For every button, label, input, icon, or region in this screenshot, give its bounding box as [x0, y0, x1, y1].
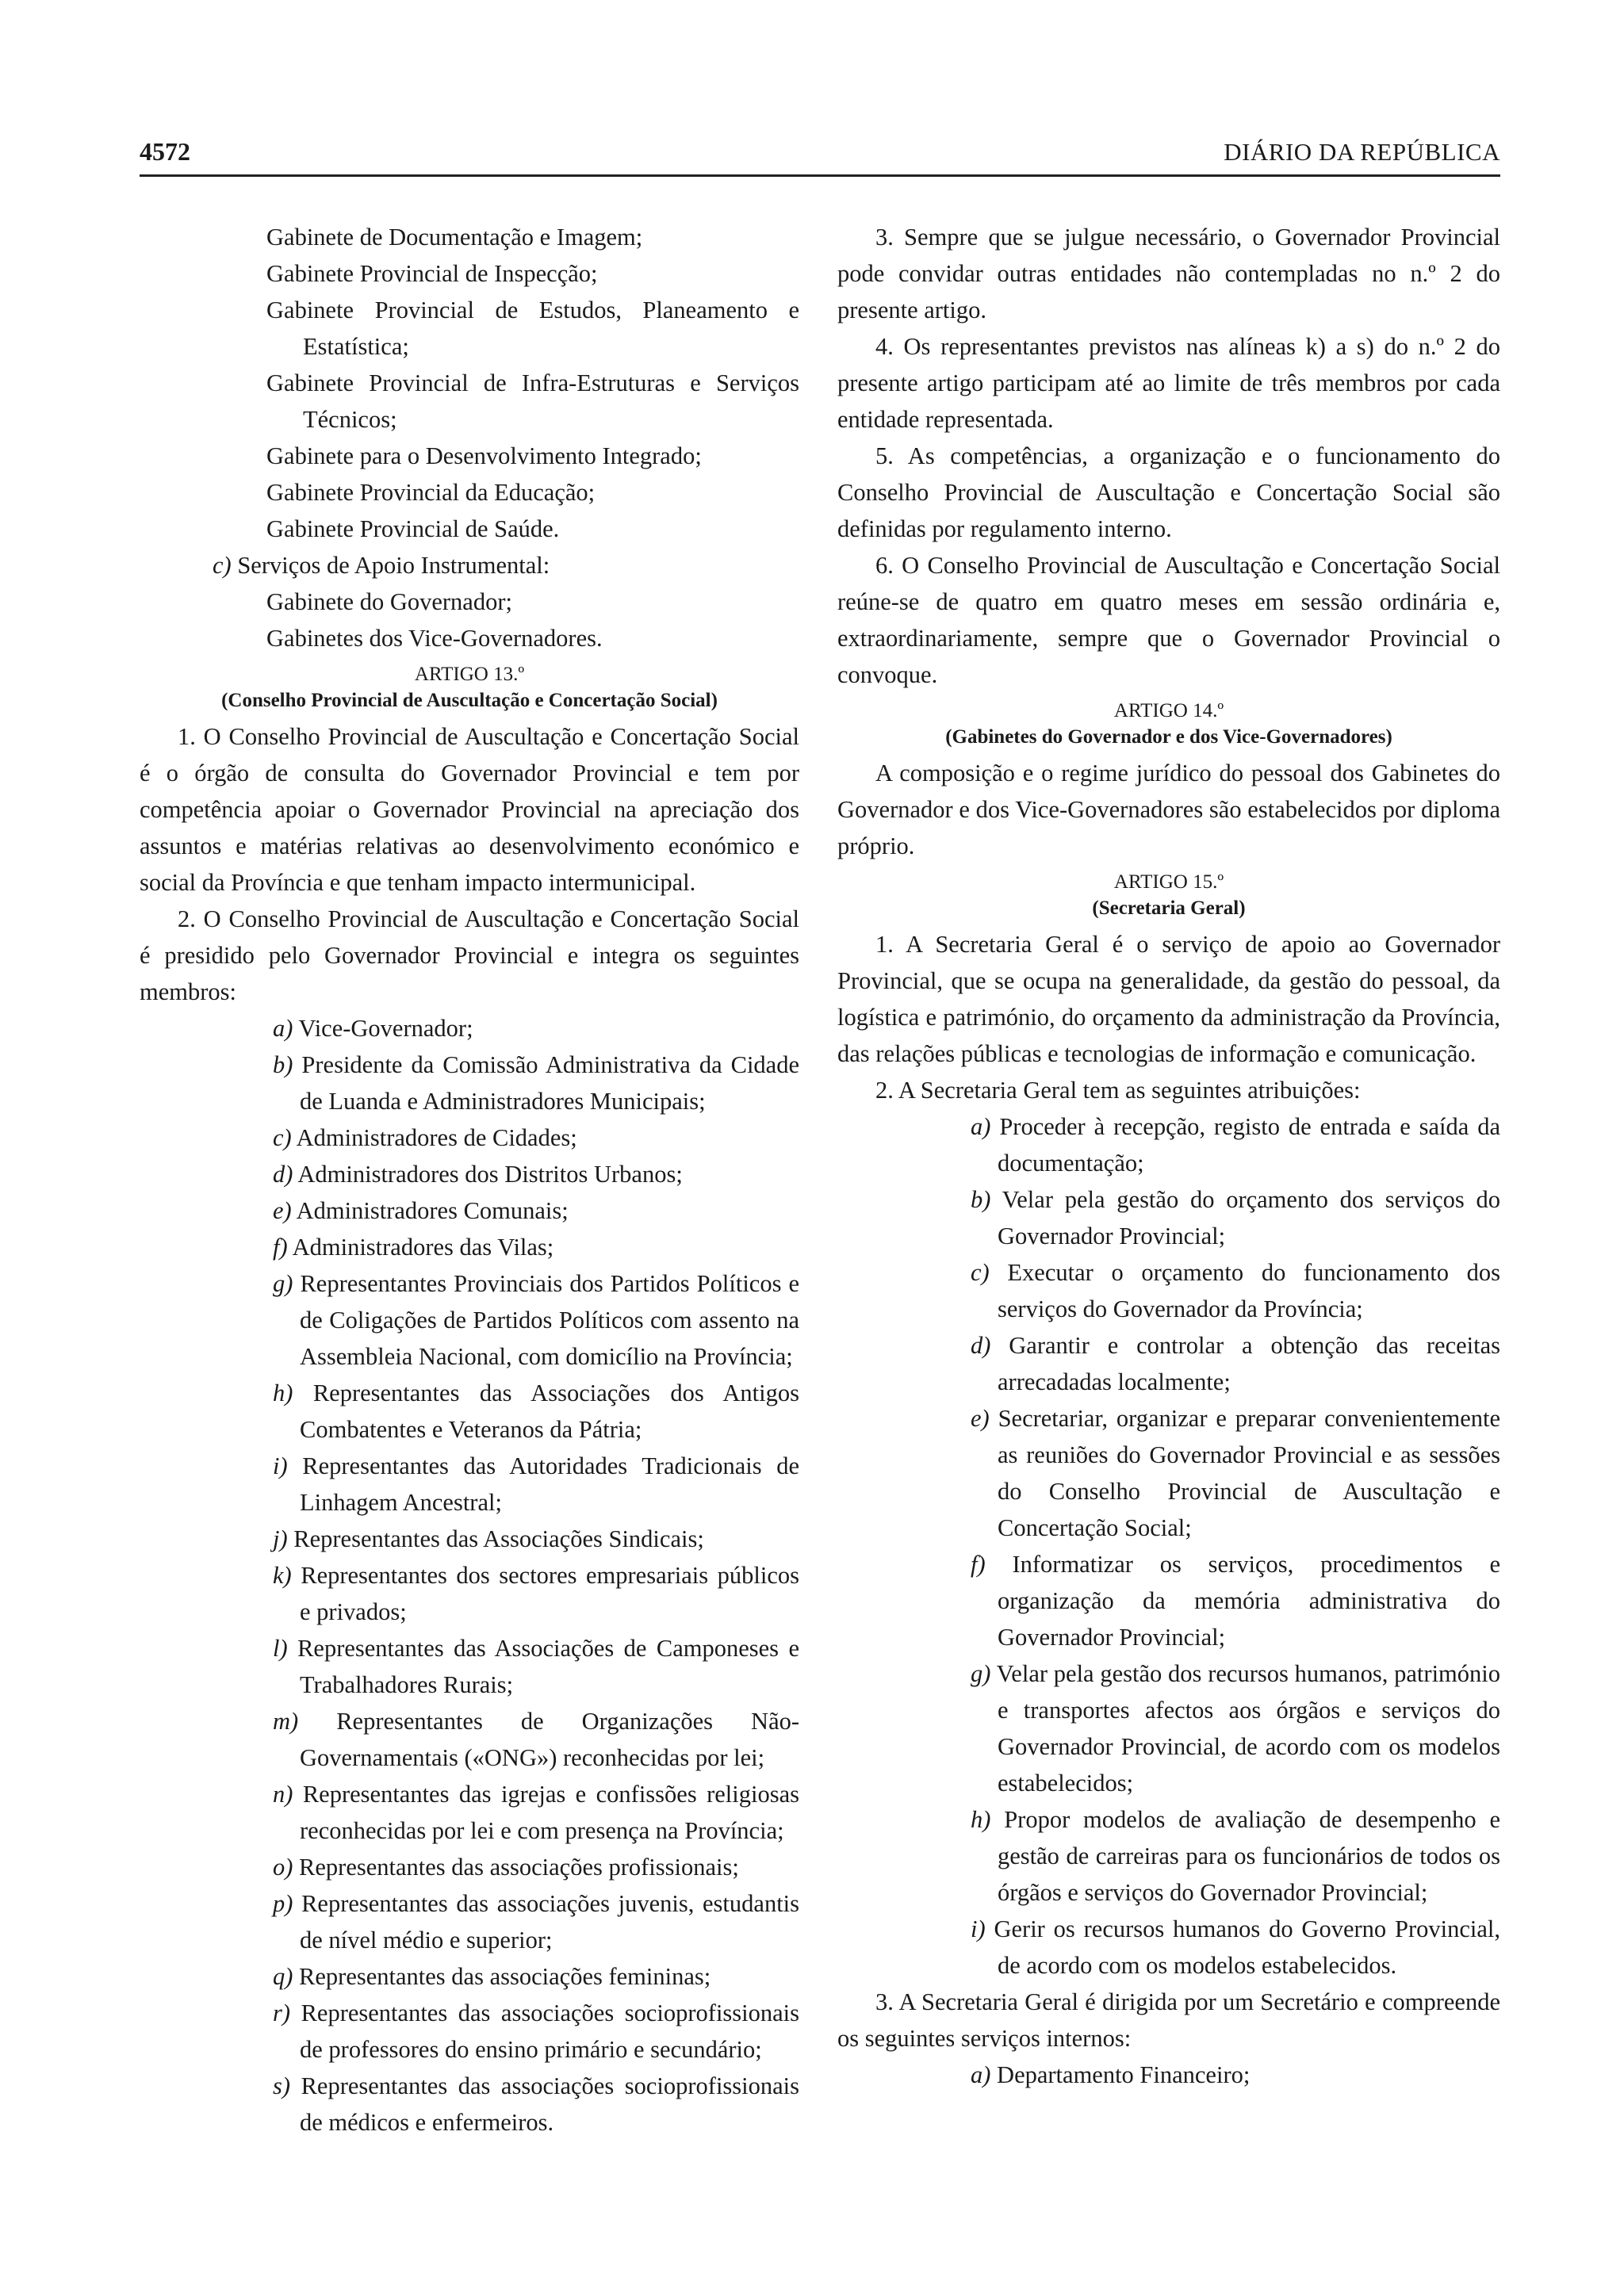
list-item	[869, 2057, 1500, 2093]
item-text: Velar pela gestão dos recursos humanos, património e transportes afectos aos órgãos e serviços do Governador Provincial, de acordo com os modelos estabelecidos;	[996, 1660, 1500, 1797]
item-text: Representantes das Associações Sindicais;	[293, 1525, 704, 1552]
item-text: Gerir os recursos humanos do Governo Provincial, de acordo com os modelos estabelecidos.	[994, 1915, 1500, 1979]
item-text: Representantes das associações femininas;	[299, 1963, 711, 1990]
item-letter: e)	[971, 1405, 990, 1432]
item-text: Informatizar os serviços, procedimentos e organização da memória administrativa do Governador Provincial;	[998, 1551, 1501, 1651]
right-column	[837, 219, 1500, 2093]
item-text: Representantes das Associações dos Antigos Combatentes e Veteranos da Pátria;	[300, 1380, 799, 1443]
left-column	[140, 219, 799, 2141]
list-item	[171, 2068, 799, 2141]
item-text: Garantir e controlar a obtenção das receitas arrecadadas localmente;	[998, 1332, 1501, 1395]
list-item	[171, 1375, 799, 1448]
gabinete-list	[140, 219, 799, 547]
list-item: Gabinete Provincial de Infra-Estruturas e Serviços Técnicos;	[266, 369, 799, 433]
paragraph: 2. A Secretaria Geral tem as seguintes atribuições:	[875, 1077, 1361, 1104]
list-item	[869, 1911, 1500, 1984]
item-letter: p)	[273, 1890, 293, 1917]
paragraph: 6. O Conselho Provincial de Auscultação e Concertação Social reúne-se de quatro em quatro meses em sessão ordinária e, extraordinariamente, sempre que o Governador Provincial o convoque.	[837, 552, 1500, 688]
item-text: Representantes das associações socioprofissionais de professores do ensino primário e secundário;	[300, 1999, 800, 2063]
list-item: Gabinete para o Desenvolvimento Integrado;	[266, 442, 702, 469]
paragraph: A composição e o regime jurídico do pessoal dos Gabinetes do Governador e dos Vice-Governadores são estabelecidos por diploma próprio.	[837, 760, 1500, 859]
item-letter: n)	[273, 1781, 293, 1808]
list-item	[171, 1995, 799, 2068]
item-text: Departamento Financeiro;	[997, 2061, 1251, 2088]
item-letter: l)	[273, 1635, 288, 1662]
list-item	[171, 1557, 799, 1630]
article-15-subtitle: (Secretaria Geral)	[1092, 897, 1246, 919]
item-letter: j)	[273, 1525, 288, 1552]
item-text: Presidente da Comissão Administrativa da Cidade de Luanda e Administradores Municipais;	[300, 1051, 800, 1115]
item-letter: h)	[971, 1806, 991, 1833]
item-letter: k)	[273, 1562, 292, 1589]
item-text: Proceder à recepção, registo de entrada e saída da documentação;	[998, 1113, 1500, 1177]
item-text: Executar o orçamento do funcionamento dos serviços do Governador da Província;	[998, 1259, 1501, 1322]
list-item	[171, 1156, 799, 1192]
item-letter: o)	[273, 1854, 293, 1881]
article-14-heading: ARTIGO 14.º	[1113, 700, 1224, 721]
item-letter: g)	[273, 1270, 293, 1297]
item-text: Representantes das Autoridades Tradicionais de Linhagem Ancestral;	[300, 1452, 800, 1516]
list-item	[869, 1254, 1500, 1327]
item-text: Administradores dos Distritos Urbanos;	[297, 1161, 683, 1188]
item-text: Representantes de Organizações Não-Governamentais («ONG») reconhecidas por lei;	[300, 1708, 800, 1771]
list-item: Gabinete Provincial de Inspecção;	[266, 260, 598, 287]
paragraph: 1. O Conselho Provincial de Auscultação e Concertação Social é o órgão de consulta do Governador Provincial e tem por competência apoiar o Governador Provincial na apreciação dos assuntos e matérias relativas ao desenvolvimento económico e social da Província e que tenham impacto intermunicipal.	[140, 723, 799, 896]
item-text: Velar pela gestão do orçamento dos serviços do Governador Provincial;	[998, 1186, 1500, 1249]
list-item	[171, 1010, 799, 1047]
item-letter: r)	[273, 1999, 291, 2026]
item-text: Representantes das associações juvenis, estudantis de nível médio e superior;	[300, 1890, 800, 1954]
item-text: Administradores de Cidades;	[296, 1124, 577, 1151]
paragraph: 2. O Conselho Provincial de Auscultação e Concertação Social é presidido pelo Governador Provincial e integra os seguintes membros:	[140, 905, 799, 1005]
page-header	[140, 130, 1500, 177]
item-letter: c)	[971, 1259, 990, 1286]
members-list	[140, 1010, 799, 2141]
item-letter: m)	[273, 1708, 299, 1735]
publication-title: DIÁRIO DA REPÚBLICA	[1224, 138, 1500, 166]
item-text: Serviços de Apoio Instrumental:	[237, 552, 550, 579]
article-13-heading: ARTIGO 13.º	[414, 664, 525, 685]
list-item	[869, 1400, 1500, 1546]
list-item	[140, 547, 799, 584]
item-letter: q)	[273, 1963, 293, 1990]
paragraph: 3. A Secretaria Geral é dirigida por um Secretário e compreende os seguintes serviços internos:	[837, 1988, 1500, 2052]
item-letter: g)	[971, 1660, 991, 1687]
item-letter: b)	[971, 1186, 991, 1213]
item-letter: f)	[971, 1551, 986, 1578]
item-text: Administradores das Vilas;	[292, 1234, 554, 1261]
page-number: 4572	[140, 137, 190, 166]
list-item: Gabinete do Governador;	[266, 588, 512, 615]
list-item	[869, 1181, 1500, 1254]
list-item	[869, 1655, 1500, 1801]
list-item	[171, 1885, 799, 1958]
list-item	[171, 1630, 799, 1703]
paragraph: 4. Os representantes previstos nas alíneas k) a s) do n.º 2 do presente artigo participam até ao limite de três membros por cada entidade representada.	[837, 333, 1500, 433]
item-letter: c)	[273, 1124, 292, 1151]
item-letter: d)	[273, 1161, 293, 1188]
item-text: Representantes das associações socioprofissionais de médicos e enfermeiros.	[300, 2072, 800, 2136]
item-letter: b)	[273, 1051, 293, 1078]
paragraph: 3. Sempre que se julgue necessário, o Governador Provincial pode convidar outras entidades não contempladas no n.º 2 do presente artigo.	[837, 224, 1500, 323]
list-item	[171, 1849, 799, 1885]
item-text: Administradores Comunais;	[296, 1197, 569, 1224]
article-15-heading: ARTIGO 15.º	[1113, 871, 1224, 893]
list-item	[171, 1448, 799, 1521]
item-letter: i)	[273, 1452, 288, 1479]
item-text: Representantes Provinciais dos Partidos Políticos e de Coligações de Partidos Políticos com assento na Assembleia Nacional, com domicílio na Província;	[300, 1270, 799, 1370]
list-item: Gabinete Provincial de Estudos, Planeamento e Estatística;	[266, 297, 799, 360]
list-item	[171, 1703, 799, 1776]
paragraph: 1. A Secretaria Geral é o serviço de apoio ao Governador Provincial, que se ocupa na generalidade, da gestão do pessoal, da logística e património, do orçamento da administração da Província, das relações públicas e tecnologias de informação e comunicação.	[837, 931, 1500, 1067]
list-item	[171, 1958, 799, 1995]
item-letter: d)	[971, 1332, 991, 1359]
item-letter: a)	[971, 2061, 991, 2088]
list-item	[869, 1108, 1500, 1181]
item-text: Representantes das Associações de Camponeses e Trabalhadores Rurais;	[297, 1635, 799, 1698]
item-text: Representantes das associações profissionais;	[299, 1854, 739, 1881]
item-text: Vice-Governador;	[298, 1015, 473, 1042]
item-letter: h)	[273, 1380, 293, 1406]
item-letter: s)	[273, 2072, 291, 2099]
item-letter: a)	[971, 1113, 991, 1140]
article-14-subtitle: (Gabinetes do Governador e dos Vice-Governadores)	[945, 726, 1392, 748]
list-item	[171, 1776, 799, 1849]
list-item: Gabinetes dos Vice-Governadores.	[266, 625, 603, 652]
list-item	[869, 1801, 1500, 1911]
list-item	[171, 1521, 799, 1557]
attributions-list	[837, 1108, 1500, 1984]
item-letter: c)	[213, 552, 232, 579]
list-item: Gabinete Provincial de Saúde.	[266, 515, 560, 542]
list-item: Gabinete de Documentação e Imagem;	[266, 224, 643, 251]
list-item	[869, 1327, 1500, 1400]
paragraph: 5. As competências, a organização e o funcionamento do Conselho Provincial de Auscultação e Concertação Social são definidas por regulamento interno.	[837, 442, 1500, 542]
item-letter: f)	[273, 1234, 288, 1261]
list-item	[171, 1229, 799, 1265]
list-item	[171, 1265, 799, 1375]
article-13-subtitle: (Conselho Provincial de Auscultação e Concertação Social)	[221, 690, 718, 711]
item-letter: a)	[273, 1015, 293, 1042]
list-item	[171, 1119, 799, 1156]
item-letter: i)	[971, 1915, 986, 1942]
item-letter: e)	[273, 1197, 292, 1224]
list-item	[869, 1546, 1500, 1655]
list-item	[171, 1192, 799, 1229]
item-text: Representantes dos sectores empresariais públicos e privados;	[300, 1562, 800, 1625]
item-text: Representantes das igrejas e confissões religiosas reconhecidas por lei e com presença na Província;	[300, 1781, 799, 1844]
list-item: Gabinete Provincial da Educação;	[266, 479, 596, 506]
item-text: Secretariar, organizar e preparar convenientemente as reuniões do Governador Provincial e as sessões do Conselho Provincial de Auscultação e Concertação Social;	[998, 1405, 1501, 1541]
item-text: Propor modelos de avaliação de desempenho e gestão de carreiras para os funcionários de todos os órgãos e serviços do Governador Provincial;	[998, 1806, 1501, 1906]
list-item	[171, 1047, 799, 1119]
